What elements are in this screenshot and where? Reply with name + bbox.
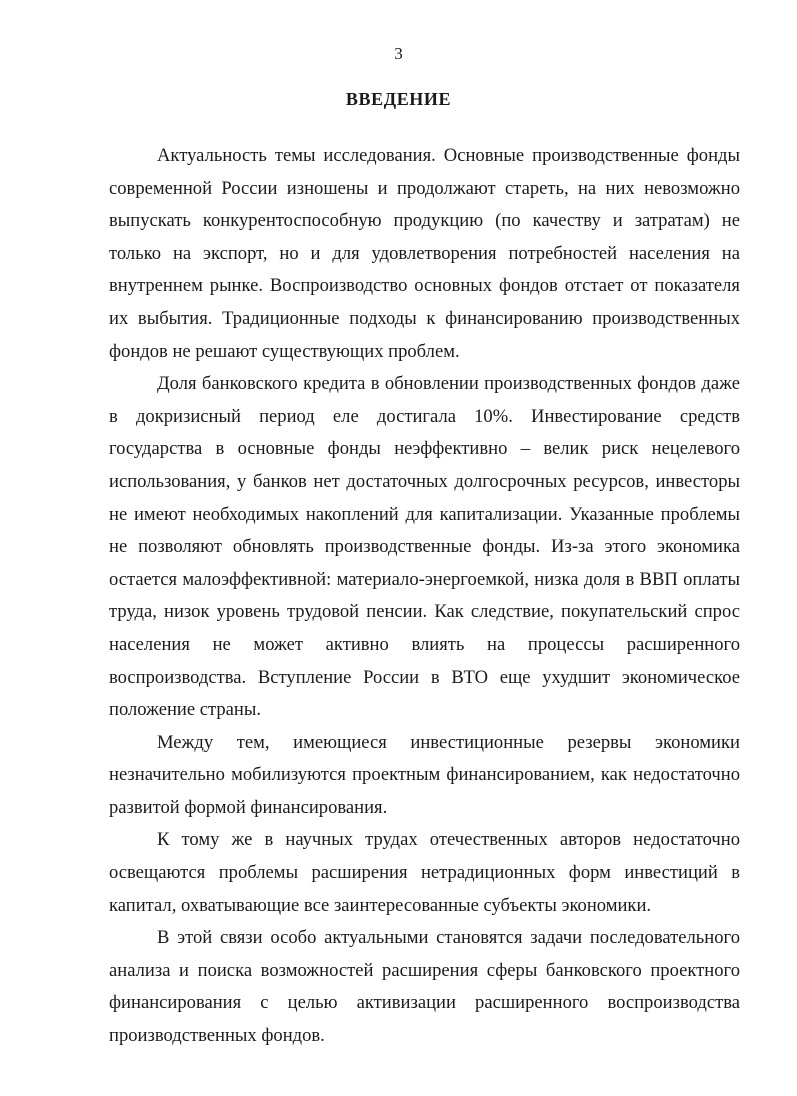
paragraph-relevance: Актуальность темы исследования. Основные производственные фонды современной России изношены и продолжают стареть, на них невозможно выпускать конкурентоспособную продукцию (по качеству и затратам) не только на экспорт, но и для удовлетворения потребностей населения на внутреннем рынке. Воспроизводство основных фондов отстает от показателя их выбытия. Традиционные подходы к финансированию производственных фондов не решают существующих проблем. — [109, 145, 740, 362]
page-title: ВВЕДЕНИЕ — [345, 89, 452, 109]
paragraph-investment-reserves: Между тем, имеющиеся инвестиционные резервы экономики незначительно мобилизуются проектным финансированием, как недостаточно развитой формой финансирования. — [109, 731, 740, 818]
paragraph-conclusion: В этой связи особо актуальными становятся задачи последовательного анализа и поиска возможностей расширения сферы банковского проектного финансирования с целью активизации расширенного воспроизводства производственных фондов. — [109, 927, 740, 1047]
paragraph-scientific-works: К тому же в научных трудах отечественных авторов недостаточно освещаются проблемы расширения нетрадиционных форм инвестиций в капитал, охватывающие все заинтересованные субъекты экономики. — [109, 829, 740, 916]
document-body — [109, 140, 740, 1053]
paragraph-bank-credit: Доля банковского кредита в обновлении производственных фондов даже в докризисный период еле достигала 10%. Инвестирование средств государства в основные фонды неэффективно – велик риск нецелевого использования, у банков нет достаточных долгосрочных ресурсов, инвесторы не имеют необходимых накоплений для капитализации. Указанные проблемы не позволяют обновлять производственные фонды. Из-за этого экономика остается малоэффективной: материало-энергоемкой, низка доля в ВВП оплаты труда, низок уровень трудовой пенсии. Как следствие, покупательский спрос населения не может активно влиять на процессы расширенного воспроизводства. Вступление России в ВТО еще ухудшит экономическое положение страны. — [109, 373, 740, 721]
page-number: 3 — [394, 44, 403, 63]
